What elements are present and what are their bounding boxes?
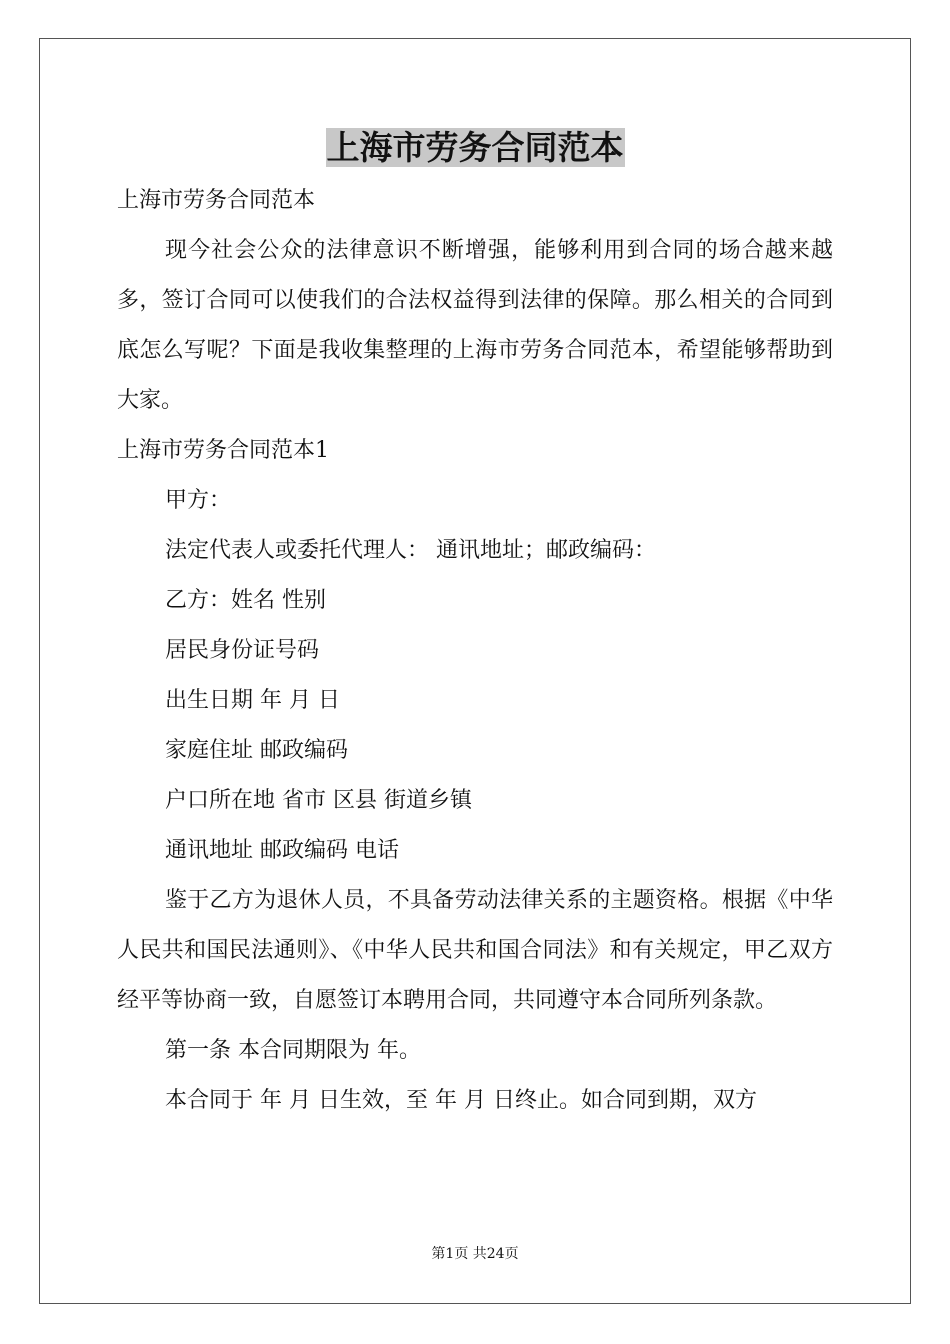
intro-paragraph: 现今社会公众的法律意识不断增强，能够利用到合同的场合越来越多，签订合同可以使我们的合法权益得到法律的保障。那么相关的合同到底怎么写呢？下面是我收集整理的上海市劳务合同范本，希望能够帮助到大家。 (117, 238, 833, 413)
document-body (117, 176, 833, 1126)
home-address-line: 家庭住址 邮政编码 (165, 738, 348, 763)
document-title (0, 126, 950, 170)
id-number-line: 居民身份证号码 (165, 638, 320, 663)
representative-line: 法定代表人或委托代理人： 通讯地址；邮政编码： (165, 538, 656, 563)
preamble-paragraph: 鉴于乙方为退休人员，不具备劳动法律关系的主题资格。根据《中华人民共和国民法通则》、《中华人民共和国合同法》和有关规定，甲乙双方经平等协商一致，自愿签订本聘用合同，共同遵守本合同所列条款。 (117, 888, 833, 1013)
page-number-footer: 第1页 共24页 (431, 1246, 519, 1262)
birth-date-line: 出生日期 年 月 日 (165, 688, 340, 713)
section-heading: 上海市劳务合同范本1 (117, 438, 329, 463)
party-b-line: 乙方：姓名 性别 (165, 588, 326, 613)
subtitle-paragraph: 上海市劳务合同范本 (117, 188, 316, 213)
document-title-text: 上海市劳务合同范本 (326, 128, 624, 167)
article-one-line: 第一条 本合同期限为 年。 (165, 1038, 421, 1063)
party-a-line: 甲方： (165, 488, 232, 513)
contact-address-line: 通讯地址 邮政编码 电话 (165, 838, 399, 863)
effective-date-line: 本合同于 年 月 日生效，至 年 月 日终止。如合同到期，双方 (165, 1088, 757, 1113)
household-registration-line: 户口所在地 省市 区县 街道乡镇 (165, 788, 472, 813)
